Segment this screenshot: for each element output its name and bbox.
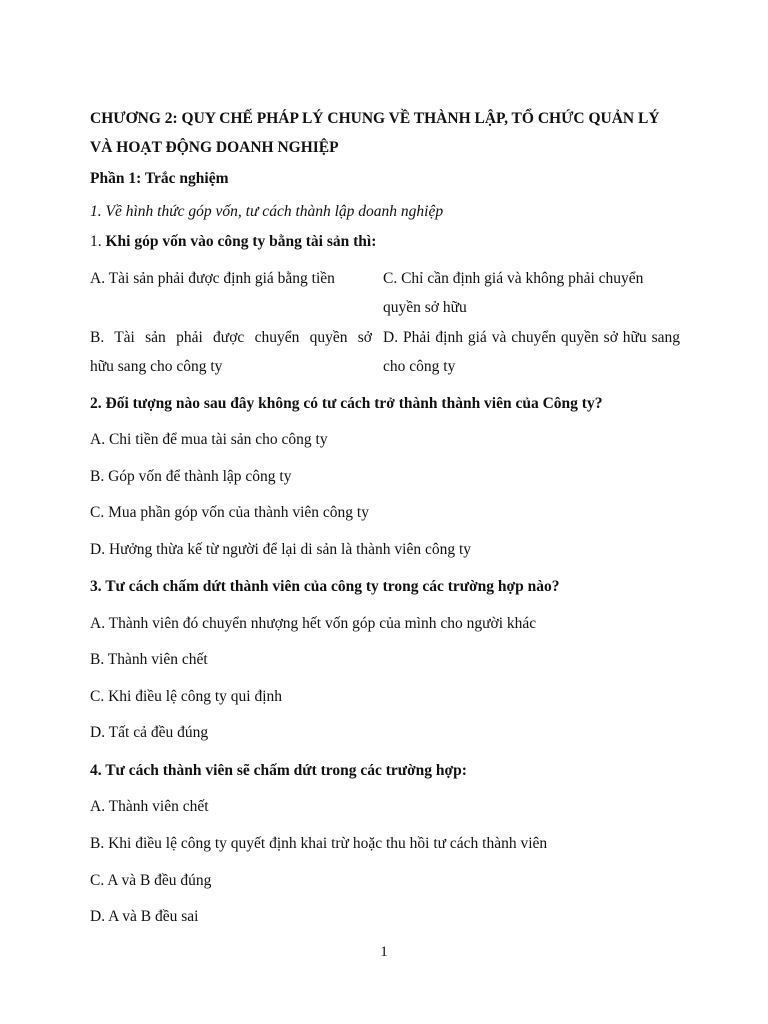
question-1-text: Khi góp vốn vào công ty bằng tài sản thì: (105, 233, 377, 250)
question-3: 3. Tư cách chấm dứt thành viên của công ty trong các trường hợp nào? (90, 578, 560, 595)
page-number: 1 (380, 944, 388, 960)
q4-option-a: A. Thành viên chết (90, 798, 209, 815)
q2-option-b: B. Góp vốn để thành lập công ty (90, 468, 292, 485)
q1-option-a: A. Tài sản phải được định giá bằng tiền (90, 270, 335, 287)
q4-option-b: B. Khi điều lệ công ty quyết định khai trừ hoặc thu hồi tư cách thành viên (90, 835, 548, 852)
q1-option-d: D. Phải định giá và chuyển quyền sở hữu sang cho công ty (383, 329, 680, 375)
chapter-title: CHƯƠNG 2: QUY CHẾ PHÁP LÝ CHUNG VỀ THÀNH LẬP, TỔ CHỨC QUẢN LÝ VÀ HOẠT ĐỘNG DOANH NGHIỆP (90, 110, 660, 156)
q2-option-d: D. Hưởng thừa kế từ người để lại di sản là thành viên công ty (90, 541, 472, 558)
q1-option-b (90, 323, 372, 381)
question-1 (90, 227, 680, 256)
q3-option-c: C. Khi điều lệ công ty qui định (90, 688, 283, 705)
section-heading: 1. Về hình thức góp vốn, tư cách thành lập doanh nghiệp (90, 203, 444, 220)
q1-option-c: C. Chỉ cần định giá và không phải chuyển quyền sở hữu (383, 270, 644, 316)
question-1-number: 1. (90, 233, 102, 250)
q1-option-b-line1: B. Tài sản phải được chuyển quyền sở (90, 329, 372, 346)
question-2: 2. Đối tượng nào sau đây không có tư cách trở thành thành viên của Công ty? (90, 395, 603, 412)
q2-option-a: A. Chi tiền để mua tài sản cho công ty (90, 431, 328, 448)
q4-option-d: D. A và B đều sai (90, 908, 199, 925)
q3-option-d: D. Tất cả đều đúng (90, 724, 209, 741)
part-heading: Phần 1: Trắc nghiệm (90, 170, 229, 187)
q4-option-c: C. A và B đều đúng (90, 872, 212, 889)
q3-option-b: B. Thành viên chết (90, 651, 208, 668)
q3-option-a: A. Thành viên đó chuyển nhượng hết vốn góp của mình cho người khác (90, 615, 537, 632)
q2-option-c: C. Mua phần góp vốn của thành viên công ty (90, 504, 369, 521)
question-4: 4. Tư cách thành viên sẽ chấm dứt trong các trường hợp: (90, 762, 467, 779)
q1-option-b-line2: hữu sang cho công ty (90, 358, 223, 375)
